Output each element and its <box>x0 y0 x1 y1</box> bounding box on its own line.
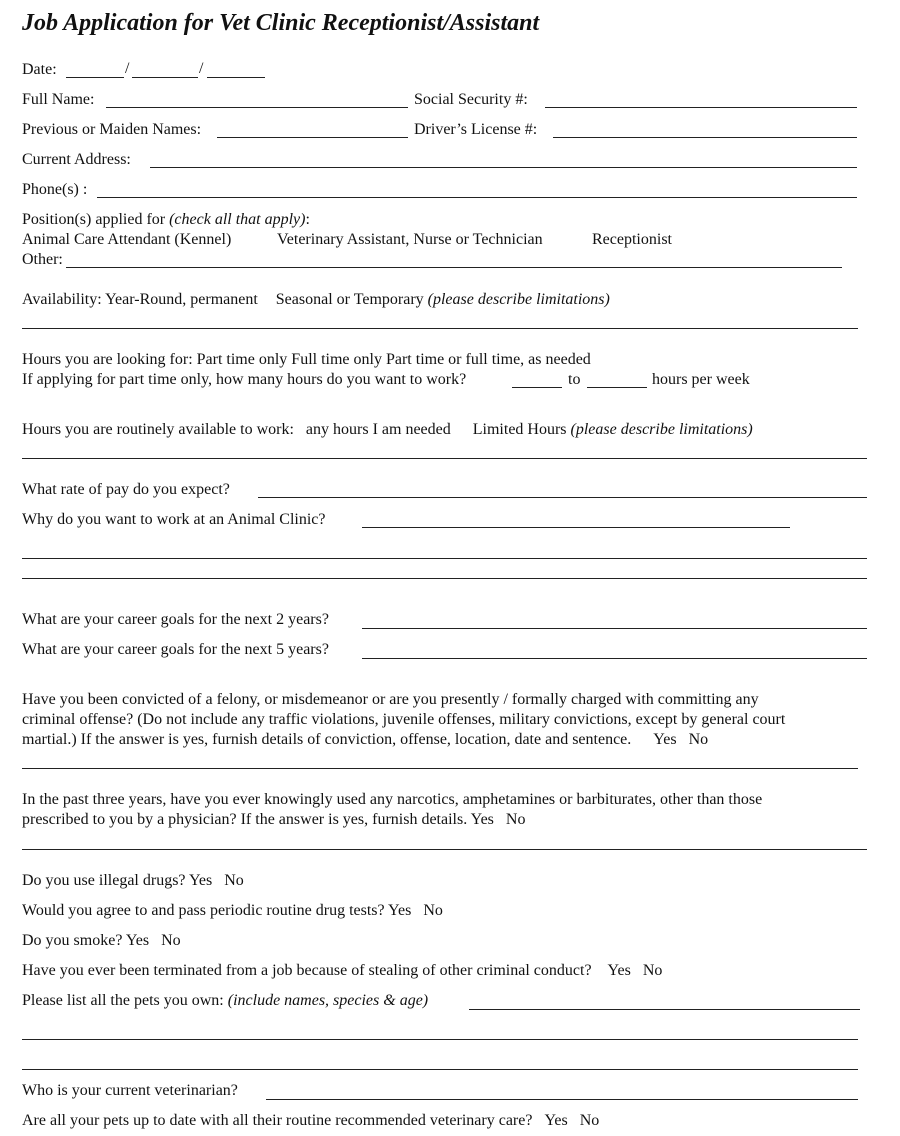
availability-option-seasonal[interactable]: Seasonal or Temporary <box>275 291 424 308</box>
pets-care-label: Are all your pets up to date with all their routine recommended veterinary care? <box>22 1112 533 1129</box>
positions-label-text: Position(s) applied for <box>22 211 166 228</box>
pets-row <box>22 991 428 1011</box>
smoke-no-option[interactable]: No <box>161 932 181 949</box>
full-name-field[interactable] <box>106 107 408 108</box>
position-other-label: Other: <box>22 251 63 268</box>
date-separator: / <box>125 60 130 77</box>
part-time-hours-min-field[interactable] <box>512 387 562 388</box>
current-address-field[interactable] <box>150 167 857 168</box>
hours-option-either[interactable]: Part time or full time, as needed <box>385 351 591 368</box>
pets-care-yes-option[interactable]: Yes <box>544 1112 568 1129</box>
felony-yes-option[interactable]: Yes <box>653 731 677 748</box>
illegal-drugs-row <box>22 871 244 891</box>
availability-limitations-field[interactable] <box>22 328 858 329</box>
why-clinic-field-line-2[interactable] <box>22 558 867 559</box>
narcotics-no-option[interactable]: No <box>505 811 526 828</box>
why-clinic-field-line-3[interactable] <box>22 578 867 579</box>
hours-looking-label: Hours you are looking for: <box>22 351 193 368</box>
why-clinic-label: Why do you want to work at an Animal Clinic? <box>22 511 326 528</box>
positions-label <box>22 210 310 230</box>
veterinarian-label: Who is your current veterinarian? <box>22 1082 238 1099</box>
illegal-drugs-yes-option[interactable]: Yes <box>188 872 213 889</box>
hours-looking-row <box>22 350 591 370</box>
smoke-label: Do you smoke? <box>22 932 123 949</box>
goals-2-field[interactable] <box>362 628 867 629</box>
drivers-license-label: Driver’s License #: <box>414 121 538 138</box>
hours-available-limitations-field[interactable] <box>22 458 867 459</box>
terminated-row <box>22 961 662 981</box>
felony-no-option[interactable]: No <box>688 731 709 748</box>
full-name-label: Full Name: <box>22 91 95 108</box>
smoke-yes-option[interactable]: Yes <box>125 932 150 949</box>
drug-tests-row <box>22 901 443 921</box>
phone-field[interactable] <box>97 197 857 198</box>
pets-field-line-2[interactable] <box>22 1039 858 1040</box>
narcotics-yes-option[interactable]: Yes <box>470 811 494 828</box>
position-option-kennel[interactable]: Animal Care Attendant (Kennel) <box>22 231 232 248</box>
goals-2-label: What are your career goals for the next 2 years? <box>22 611 329 628</box>
drug-tests-label: Would you agree to and pass periodic routine drug tests? <box>22 902 385 919</box>
felony-question-line-3 <box>22 730 708 750</box>
terminated-yes-option[interactable]: Yes <box>607 962 631 979</box>
date-separator: / <box>199 60 204 77</box>
availability-option-year-round[interactable]: Year-Round, permanent <box>105 291 258 308</box>
phone-label: Phone(s) : <box>22 181 88 198</box>
pets-care-no-option[interactable]: No <box>579 1112 600 1129</box>
ssn-label: Social Security #: <box>414 91 528 108</box>
date-year-field[interactable] <box>207 77 265 78</box>
felony-question-text: martial.) If the answer is yes, furnish details of conviction, offense, location, date and sentence. <box>22 731 632 748</box>
narcotics-details-field[interactable] <box>22 849 867 850</box>
date-label: Date: <box>22 61 57 78</box>
previous-names-field[interactable] <box>217 137 408 138</box>
pets-care-row <box>22 1111 599 1131</box>
narcotics-question-line-1: In the past three years, have you ever knowingly used any narcotics, amphetamines or barbiturates, other than those <box>22 791 763 808</box>
drug-tests-yes-option[interactable]: Yes <box>388 902 412 919</box>
position-other-field[interactable] <box>66 267 842 268</box>
smoke-row <box>22 931 181 951</box>
page-title: Job Application for Vet Clinic Receptionist/Assistant <box>22 10 540 36</box>
availability-hint: (please describe limitations) <box>427 291 610 308</box>
part-time-hours-max-field[interactable] <box>587 387 647 388</box>
position-option-receptionist[interactable]: Receptionist <box>592 231 672 248</box>
felony-question-line-2: criminal offense? (Do not include any traffic violations, juvenile offenses, military convictions, except by general court <box>22 711 786 728</box>
hours-option-part-time[interactable]: Part time only <box>196 351 288 368</box>
current-address-label: Current Address: <box>22 151 131 168</box>
date-month-field[interactable] <box>66 77 124 78</box>
felony-details-field[interactable] <box>22 768 858 769</box>
terminated-no-option[interactable]: No <box>642 962 663 979</box>
drivers-license-field[interactable] <box>553 137 857 138</box>
positions-hint: (check all that apply) <box>169 211 306 228</box>
pay-field[interactable] <box>258 497 867 498</box>
part-time-to-label: to <box>568 371 581 388</box>
narcotics-question-line-2 <box>22 810 525 830</box>
hours-available-option-limited[interactable]: Limited Hours <box>472 421 567 438</box>
positions-colon: : <box>305 211 310 228</box>
date-day-field[interactable] <box>132 77 198 78</box>
pets-field[interactable] <box>469 1009 860 1010</box>
pets-label: Please list all the pets you own: <box>22 992 224 1009</box>
part-time-question: If applying for part time only, how many hours do you want to work? <box>22 371 467 388</box>
veterinarian-field[interactable] <box>266 1099 858 1100</box>
goals-5-field[interactable] <box>362 658 867 659</box>
hours-available-hint: (please describe limitations) <box>570 421 753 438</box>
goals-5-label: What are your career goals for the next 5 years? <box>22 641 329 658</box>
availability-label: Availability: <box>22 291 102 308</box>
ssn-field[interactable] <box>545 107 857 108</box>
illegal-drugs-label: Do you use illegal drugs? <box>22 872 186 889</box>
narcotics-question-text: prescribed to you by a physician? If the answer is yes, furnish details. <box>22 811 468 828</box>
hours-available-option-any[interactable]: any hours I am needed <box>305 421 451 438</box>
felony-question-line-1: Have you been convicted of a felony, or misdemeanor or are you presently / formally charged with committing any <box>22 691 759 708</box>
terminated-label: Have you ever been terminated from a job because of stealing of other criminal conduct? <box>22 962 592 979</box>
hours-per-week-label: hours per week <box>652 371 750 388</box>
pay-label: What rate of pay do you expect? <box>22 481 230 498</box>
pets-field-line-3[interactable] <box>22 1069 858 1070</box>
hours-available-label: Hours you are routinely available to work: <box>22 421 294 438</box>
hours-option-full-time[interactable]: Full time only <box>291 351 382 368</box>
position-option-vet-assistant[interactable]: Veterinary Assistant, Nurse or Technician <box>277 231 543 248</box>
drug-tests-no-option[interactable]: No <box>423 902 443 919</box>
availability-row <box>22 290 610 310</box>
why-clinic-field[interactable] <box>362 527 790 528</box>
pets-hint: (include names, species & age) <box>227 992 429 1009</box>
hours-available-row <box>22 420 753 440</box>
previous-names-label: Previous or Maiden Names: <box>22 121 202 138</box>
illegal-drugs-no-option[interactable]: No <box>224 872 244 889</box>
